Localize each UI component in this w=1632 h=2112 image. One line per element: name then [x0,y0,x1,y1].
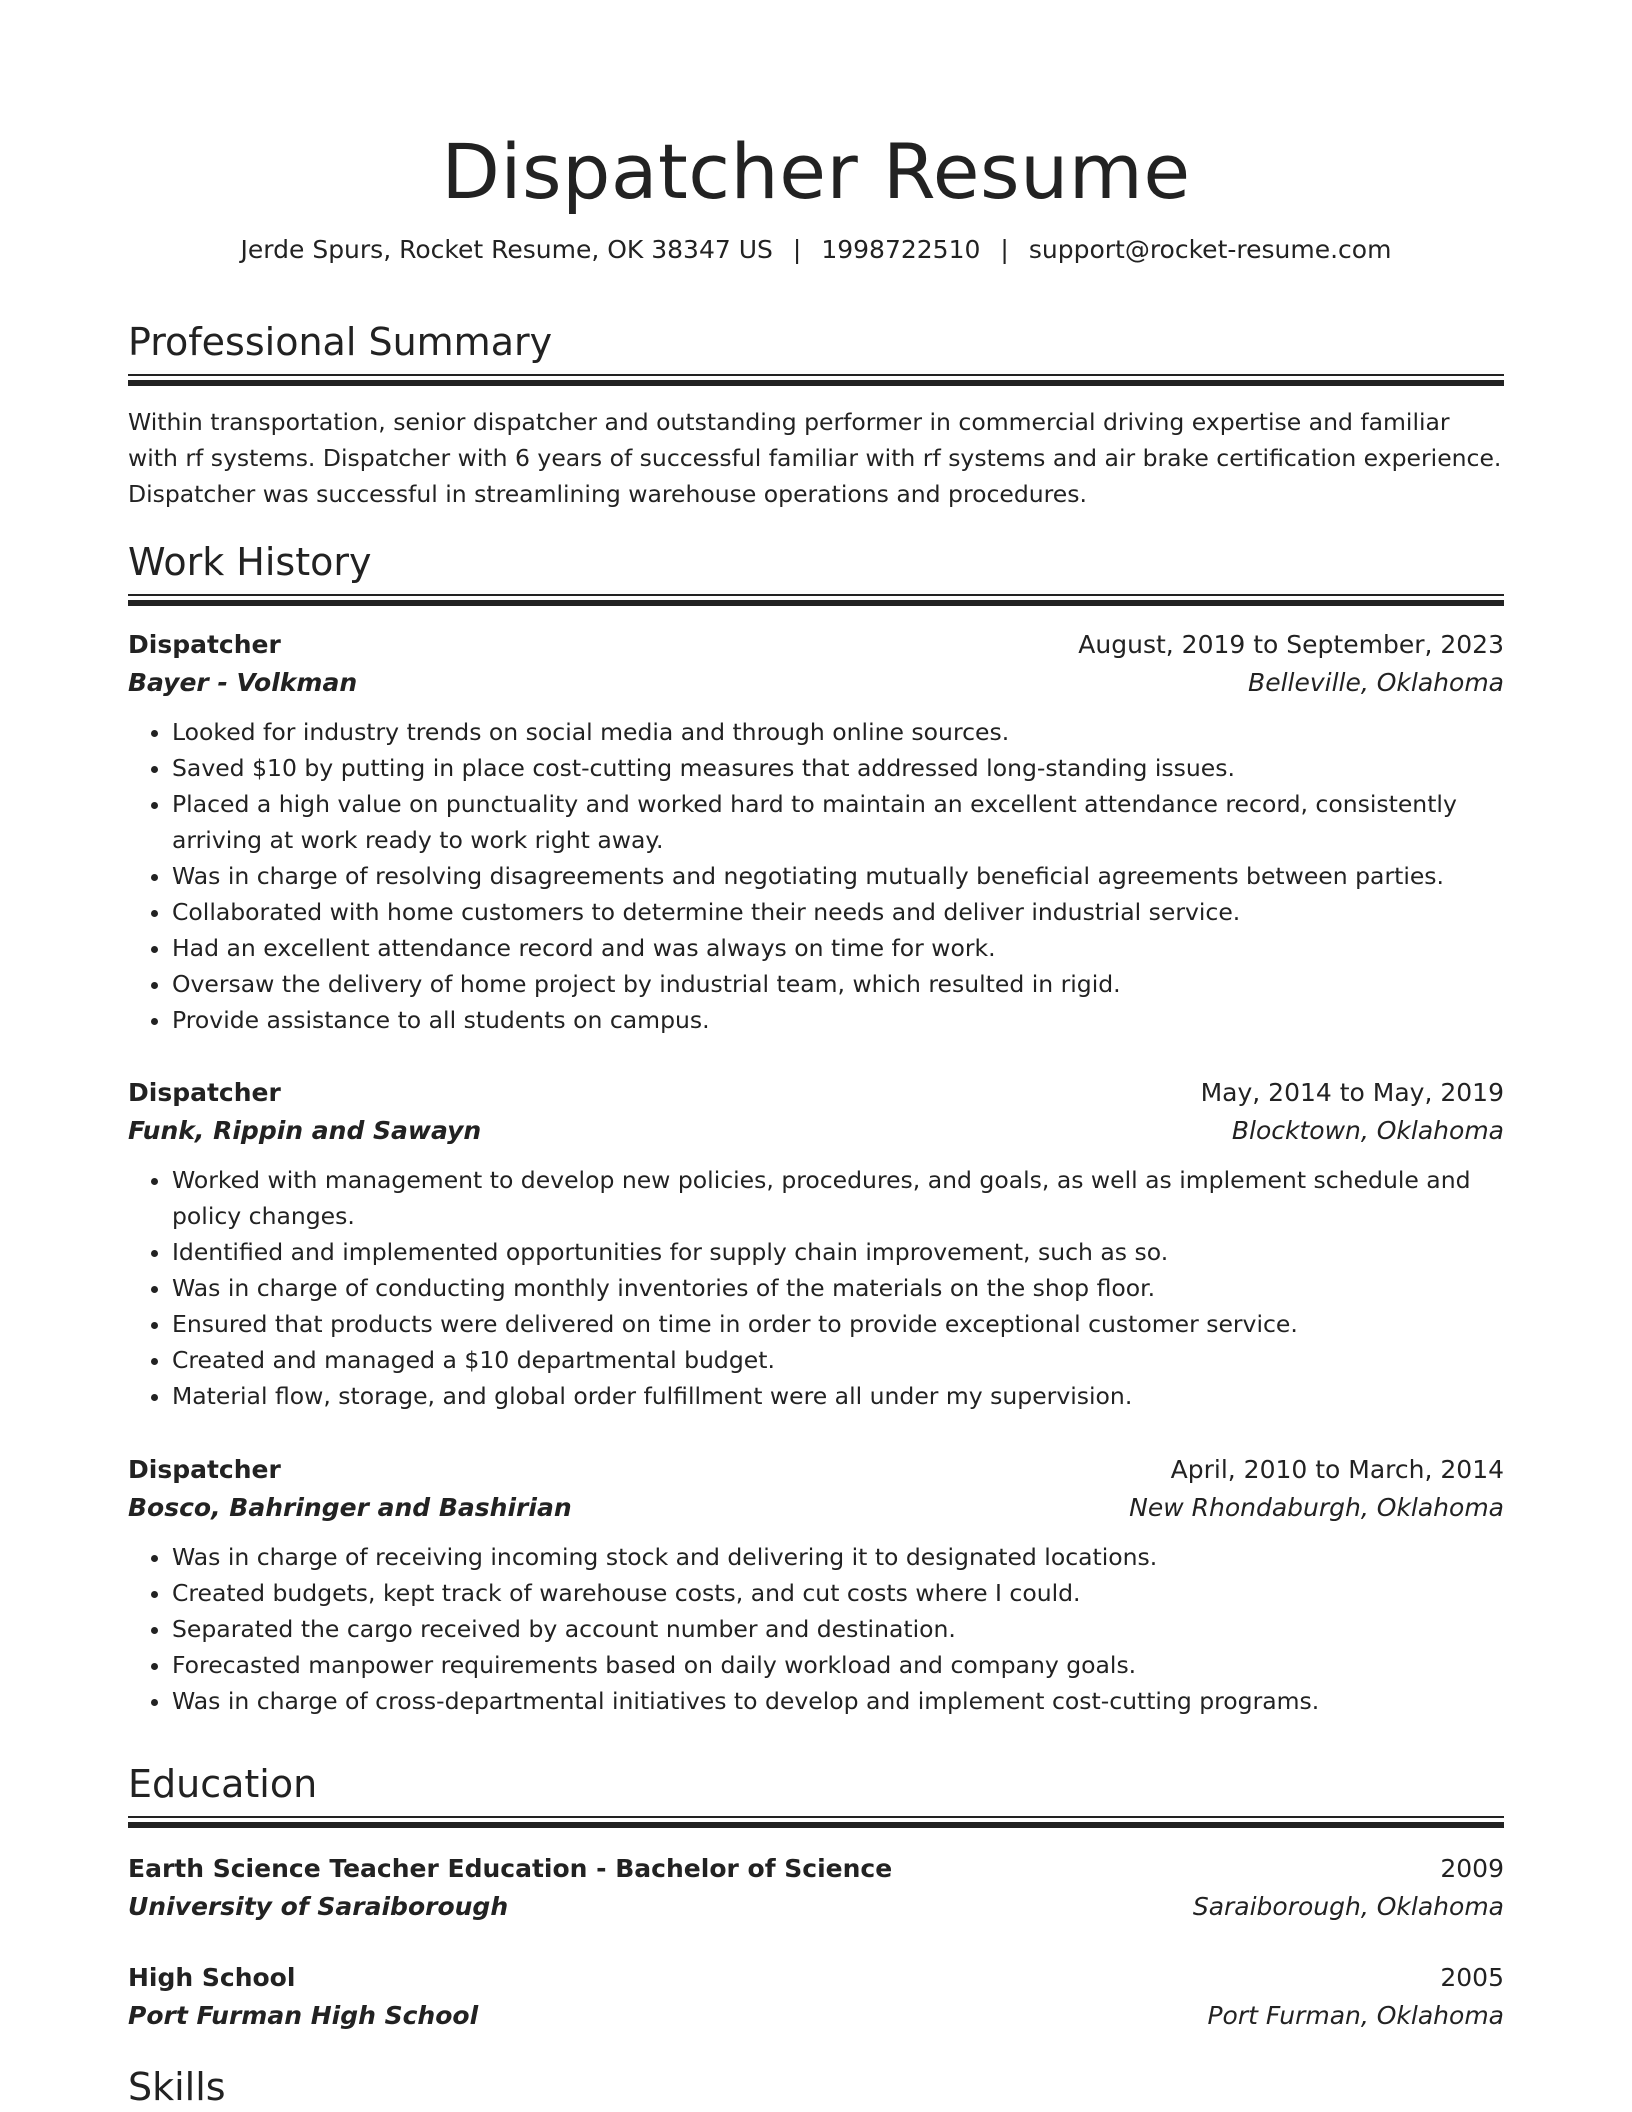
job-dates: May, 2014 to May, 2019 [1200,1078,1504,1107]
education-location: Saraiborough, Oklahoma [1192,1892,1504,1921]
list-item: • Was in charge of conducting monthly inventories of the materials on the shop floor. [172,1270,1504,1306]
education-entry [128,1959,1504,2035]
summary-section [128,318,1504,512]
list-item: • Identified and implemented opportunities for supply chain improvement, such as so. [172,1234,1504,1270]
work-history-section [128,538,1504,604]
job-location: Belleville, Oklahoma [1248,668,1504,697]
job-company: Bayer - Volkman [128,668,358,697]
skills-heading: Skills [128,2065,226,2109]
skills-section [128,2063,1504,2111]
education-location: Port Furman, Oklahoma [1207,2001,1504,2030]
contact-line [128,232,1504,268]
list-item: • Material flow, storage, and global order fulfillment were all under my supervision. [172,1378,1504,1414]
job-company: Bosco, Bahringer and Bashirian [128,1493,572,1522]
education-section [128,1760,1504,1826]
list-item: • Looked for industry trends on social media and through online sources. [172,714,1504,750]
job-duties-list [128,1162,1504,1414]
education-school: University of Saraiborough [128,1892,509,1921]
job-title: Dispatcher [128,630,281,659]
job-dates: August, 2019 to September, 2023 [1078,630,1504,659]
job-subheader [128,1112,1504,1150]
education-heading: Education [128,1762,318,1806]
education-year: 2009 [1440,1854,1504,1883]
education-entry [128,1850,1504,1926]
summary-heading: Professional Summary [128,320,553,364]
list-item: • Separated the cargo received by account number and destination. [172,1611,1504,1647]
contact-phone: 1998722510 [821,235,981,264]
job-entry [128,1451,1504,1719]
list-item: • Was in charge of cross-departmental initiatives to develop and implement cost-cutting programs. [172,1683,1504,1719]
education-year: 2005 [1440,1963,1504,1992]
job-entry [128,1074,1504,1414]
education-degree: Earth Science Teacher Education - Bachelor of Science [128,1854,893,1883]
job-dates: April, 2010 to March, 2014 [1170,1455,1504,1484]
job-subheader [128,664,1504,702]
job-subheader [128,1489,1504,1527]
resume-content [128,0,1504,2109]
list-item: • Ensured that products were delivered on time in order to provide exceptional customer service. [172,1306,1504,1342]
job-location: Blocktown, Oklahoma [1231,1116,1504,1145]
list-item: • Had an excellent attendance record and was always on time for work. [172,930,1504,966]
job-company: Funk, Rippin and Sawayn [128,1116,482,1145]
list-item: • Created budgets, kept track of warehouse costs, and cut costs where I could. [172,1575,1504,1611]
job-entry [128,626,1504,1038]
job-header [128,1074,1504,1112]
contact-separator: | [792,235,802,264]
page-title: Dispatcher Resume [441,127,1191,216]
job-title: Dispatcher [128,1078,281,1107]
summary-text: Within transportation, senior dispatcher and outstanding performer in commercial driving expertise and familiar with rf systems. Dispatcher with 6 years of successful familiar with rf systems and air brake certification experience. Dispatcher was successful in streamlining warehouse operations and procedures. [128,408,1502,508]
contact-separator: | [1000,235,1009,264]
education-subheader [128,1997,1504,2035]
list-item: • Was in charge of resolving disagreements and negotiating mutually beneficial agreements between parties. [172,858,1504,894]
education-subheader [128,1888,1504,1926]
list-item: • Collaborated with home customers to determine their needs and deliver industrial service. [172,894,1504,930]
job-location: New Rhondaburgh, Oklahoma [1129,1493,1504,1522]
job-header [128,1451,1504,1489]
job-header [128,626,1504,664]
education-school: Port Furman High School [128,2001,479,2030]
section-divider [128,1816,1504,1826]
list-item: • Oversaw the delivery of home project by industrial team, which resulted in rigid. [172,966,1504,1002]
job-title: Dispatcher [128,1455,281,1484]
education-header [128,1850,1504,1888]
list-item: • Placed a high value on punctuality and worked hard to maintain an excellent attendance record, consistently arriving at work ready to work right away. [172,786,1504,858]
list-item: • Worked with management to develop new policies, procedures, and goals, as well as implement schedule and policy changes. [172,1162,1504,1234]
job-duties-list [128,1539,1504,1719]
work-history-heading: Work History [128,540,372,584]
contact-address: Jerde Spurs, Rocket Resume, OK 38347 US [240,235,773,264]
list-item: • Saved $10 by putting in place cost-cutting measures that addressed long-standing issues. [172,750,1504,786]
list-item: • Created and managed a $10 departmental budget. [172,1342,1504,1378]
job-duties-list [128,714,1504,1038]
education-header [128,1959,1504,1997]
list-item: • Forecasted manpower requirements based on daily workload and company goals. [172,1647,1504,1683]
education-degree: High School [128,1963,296,1992]
section-divider [128,374,1504,384]
section-divider [128,594,1504,604]
list-item: • Was in charge of receiving incoming stock and delivering it to designated locations. [172,1539,1504,1575]
list-item: • Provide assistance to all students on campus. [172,1002,1504,1038]
contact-email[interactable]: support@rocket-resume.com [1028,235,1392,264]
